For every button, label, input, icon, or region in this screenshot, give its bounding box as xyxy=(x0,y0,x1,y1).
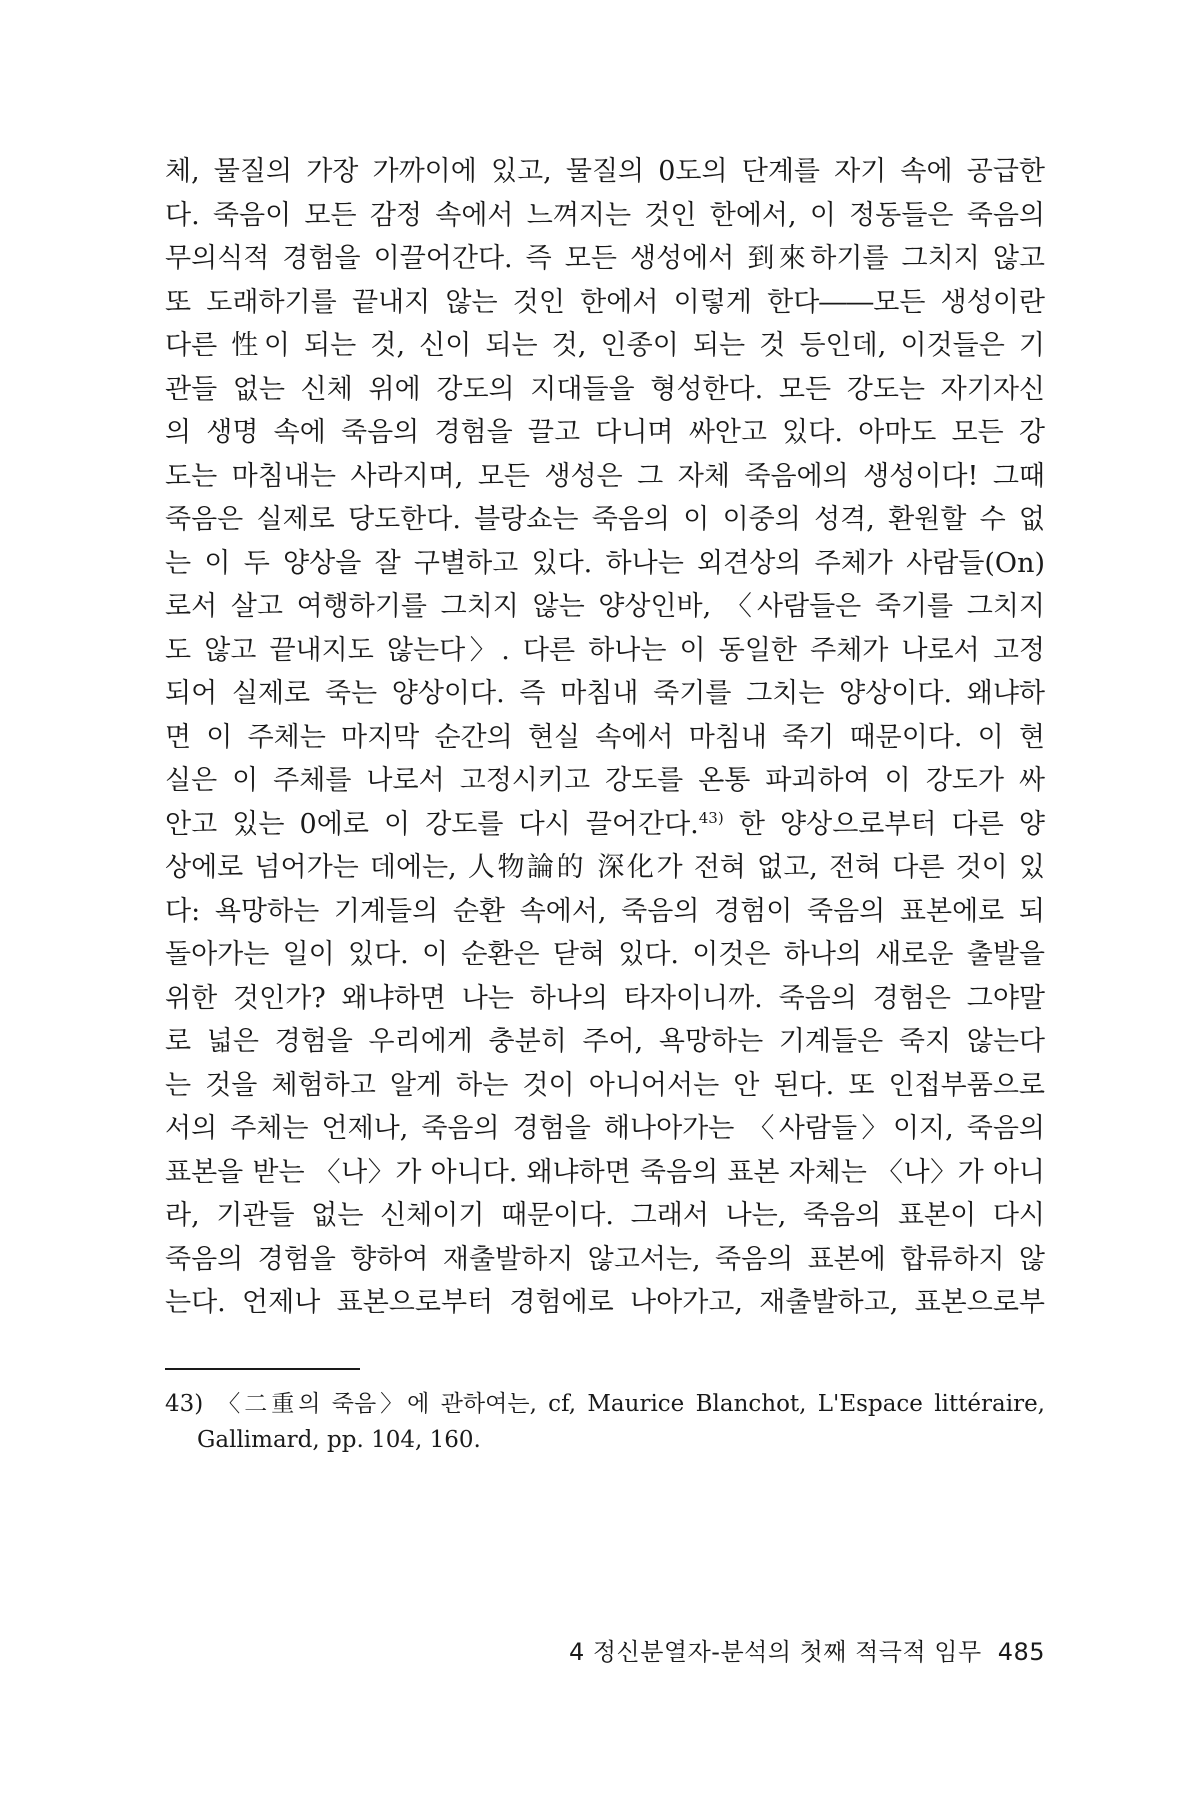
footnote-number: 43) xyxy=(165,1391,204,1417)
text-line: 면 이 주체는 마지막 순간의 현실 속에서 마침내 죽기 때문이다. 이 현 xyxy=(165,721,1045,753)
text-line: 로 넓은 경험을 우리에게 충분히 주어, 욕망하는 기계들은 죽지 않는다 xyxy=(165,1026,1045,1057)
text-line: 는 이 두 양상을 잘 구별하고 있다. 하나는 외견상의 주체가 사람들(On) xyxy=(165,547,1045,579)
text-line: 관들 없는 신체 위에 강도의 지대들을 형성한다. 모든 강도는 자기자신 xyxy=(165,373,1045,405)
running-title: 4 정신분열자-분석의 첫째 적극적 임무 xyxy=(568,1638,982,1666)
page-number: 485 xyxy=(997,1638,1045,1666)
footnote-text: 〈二重의 죽음〉에 관하여는, cf, Maurice Blanchot, L'Espace littéraire, xyxy=(213,1391,1045,1417)
text-line: 다른 性이 되는 것, 신이 되는 것, 인종이 되는 것 등인데, 이것들은 기 xyxy=(165,330,1045,361)
footnote-reference[interactable]: 43) xyxy=(698,808,724,827)
text-line: 는 것을 체험하고 알게 하는 것이 아니어서는 안 된다. 또 인접부품으로 xyxy=(165,1069,1045,1101)
text-line: 되어 실제로 죽는 양상이다. 즉 마침내 죽기를 그치는 양상이다. 왜냐하 xyxy=(165,678,1045,709)
text-line: 다: 욕망하는 기계들의 순환 속에서, 죽음의 경험이 죽음의 표본에로 되 xyxy=(165,895,1045,927)
text-line: 무의식적 경험을 이끌어간다. 즉 모든 생성에서 到來하기를 그치지 않고 xyxy=(165,243,1045,274)
text-line: 돌아가는 일이 있다. 이 순환은 닫혀 있다. 이것은 하나의 새로운 출발을 xyxy=(165,939,1045,970)
text-line: 표본을 받는 〈나〉가 아니다. 왜냐하면 죽음의 표본 자체는 〈나〉가 아니 xyxy=(165,1156,1045,1188)
text-segment: 한 양상으로부터 다른 양 xyxy=(723,808,1045,840)
page-footer xyxy=(569,1632,1045,1667)
text-line: 상에로 넘어가는 데에는, 人物論的 深化가 전혀 없고, 전혀 다른 것이 있 xyxy=(165,852,1045,883)
body-text xyxy=(165,150,1045,1325)
text-line: 도 않고 끝내지도 않는다〉. 다른 하나는 이 동일한 주체가 나로서 고정 xyxy=(165,634,1045,666)
text-line: 도는 마침내는 사라지며, 모든 생성은 그 자체 죽음에의 생성이다! 그때 xyxy=(165,460,1045,492)
text-line: 죽음은 실제로 당도한다. 블랑쇼는 죽음의 이 이중의 성격, 환원할 수 없 xyxy=(165,504,1045,535)
text-line: 로서 살고 여행하기를 그치지 않는 양상인바, 〈사람들은 죽기를 그치지 xyxy=(165,591,1045,622)
text-line: 서의 주체는 언제나, 죽음의 경험을 해나아가는 〈사람들〉이지, 죽음의 xyxy=(165,1113,1045,1144)
text-line: 체, 물질의 가장 가까이에 있고, 물질의 0도의 단계를 자기 속에 공급한 xyxy=(165,156,1045,187)
text-line: 위한 것인가? 왜냐하면 나는 하나의 타자이니까. 죽음의 경험은 그야말 xyxy=(165,982,1045,1014)
text-line: 는다. 언제나 표본으로부터 경험에로 나아가고, 재출발하고, 표본으로부 xyxy=(165,1287,1045,1318)
text-line-with-footnote-ref xyxy=(165,803,1045,847)
footnote-divider xyxy=(165,1368,360,1370)
footnote-text: Gallimard, pp. 104, 160. xyxy=(197,1427,481,1453)
footnote xyxy=(165,1386,1045,1458)
text-line: 의 생명 속에 죽음의 경험을 끌고 다니며 싸안고 있다. 아마도 모든 강 xyxy=(165,417,1045,448)
text-line: 또 도래하기를 끝내지 않는 것인 한에서 이렇게 한다――모든 생성이란 xyxy=(165,286,1045,318)
text-line: 라, 기관들 없는 신체이기 때문이다. 그래서 나는, 죽음의 표본이 다시 xyxy=(165,1200,1045,1231)
text-segment: 안고 있는 0에로 이 강도를 다시 끌어간다. xyxy=(165,808,699,840)
text-line: 다. 죽음이 모든 감정 속에서 느껴지는 것인 한에서, 이 정동들은 죽음의 xyxy=(165,199,1045,231)
text-line: 죽음의 경험을 향하여 재출발하지 않고서는, 죽음의 표본에 합류하지 않 xyxy=(165,1243,1045,1275)
text-line: 실은 이 주체를 나로서 고정시키고 강도를 온통 파괴하여 이 강도가 싸 xyxy=(165,765,1045,796)
